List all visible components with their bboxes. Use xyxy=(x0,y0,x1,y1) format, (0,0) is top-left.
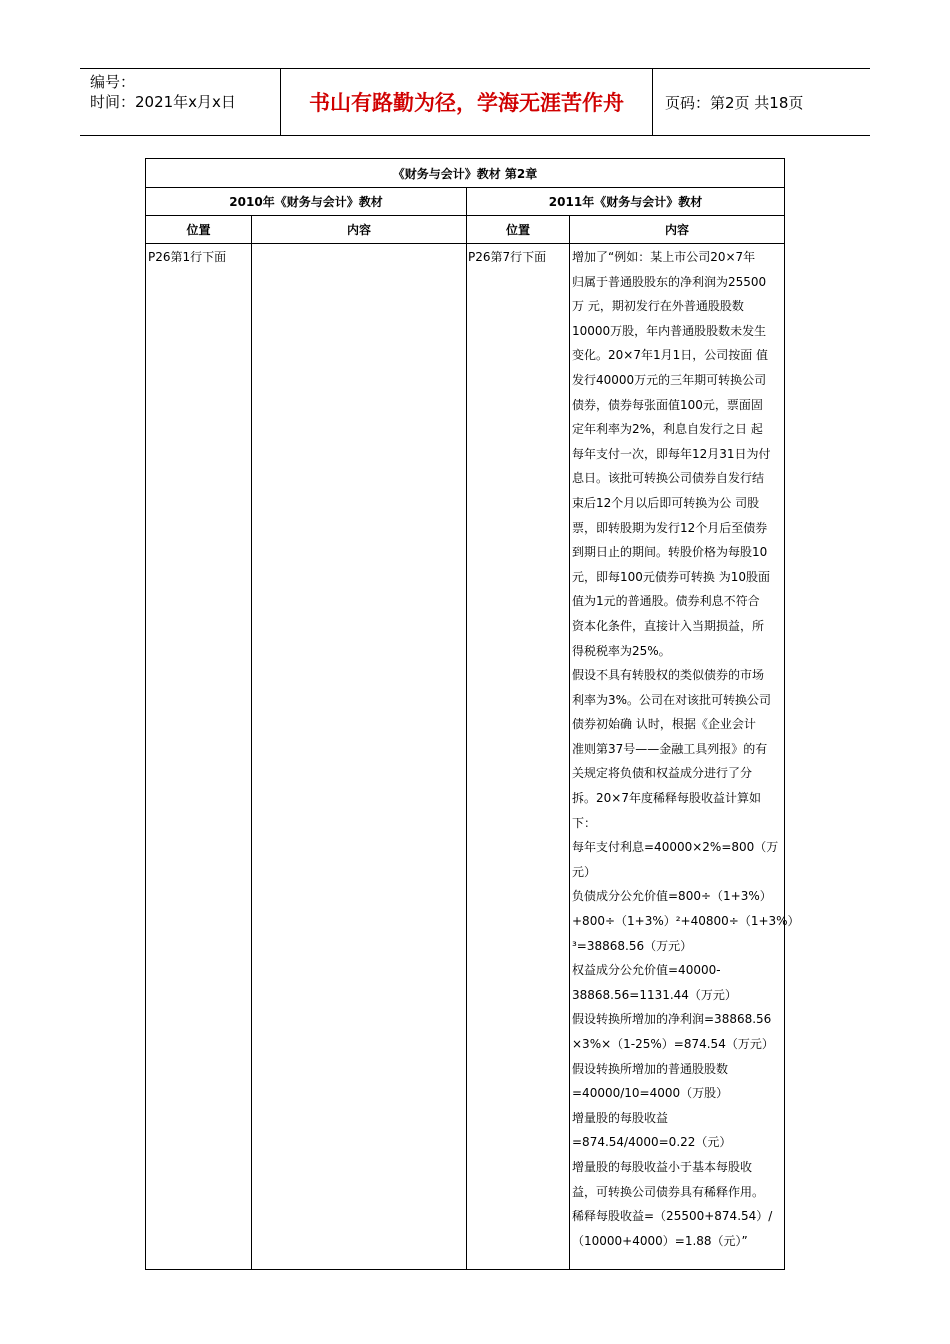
content-2011-line: 益，可转换公司债券具有稀释作用。 xyxy=(572,1184,765,1199)
table-divider-center xyxy=(466,187,467,1269)
content-2011-line: =874.54/4000=0.22（元） xyxy=(572,1135,732,1150)
content-2011-line: 债券，债券每张面值100元，票面固 xyxy=(572,397,763,412)
content-2011-line: 每年支付利息=40000×2%=800（万 xyxy=(572,840,779,855)
content-2011-line: 假设不具有转股权的类似债券的市场 xyxy=(572,668,765,683)
content-2011-line: 增加了“例如：某上市公司20×7年 xyxy=(572,250,756,264)
content-2011-line: 息日。该批可转换公司债券自发行结 xyxy=(572,471,765,486)
content-2011-line: 权益成分公允价值=40000- xyxy=(572,963,721,978)
document-number-label: 编号： xyxy=(90,73,136,91)
subheader-content-2010: 内容 xyxy=(346,223,371,237)
content-2011-line: 归属于普通股股东的净利润为25500 xyxy=(572,274,767,289)
content-2011-line: 每年支付一次，即每年12月31日为付 xyxy=(572,446,771,461)
content-2011-line: 票，即转股期为发行12个月后至债券 xyxy=(572,520,768,535)
content-2011-line: 负债成分公允价值=800÷（1+3%） xyxy=(572,889,772,904)
content-2011-line: 关规定将负债和权益成分进行了分 xyxy=(572,766,753,781)
table-title: 《财务与会计》教材 第2章 xyxy=(392,166,538,181)
table-rule xyxy=(146,243,784,244)
position-2011: P26第7行下面 xyxy=(468,250,547,264)
content-2011-line: 资本化条件，直接计入当期损益，所 xyxy=(572,618,765,633)
content-2011-line: 定年利率为2%，利息自发行之日 起 xyxy=(572,422,763,437)
column-header-2010: 2010年《财务与会计》教材 xyxy=(229,195,383,209)
content-2011-line: 元） xyxy=(572,864,597,879)
content-2011-line: 债券初始确 认时，根据《企业会计 xyxy=(572,717,756,732)
page-counter: 页码：第2页 共18页 xyxy=(665,93,804,112)
content-2011-line: 准则第37号——金融工具列报》的有 xyxy=(572,741,768,756)
content-2011-line: 10000万股，年内普通股股数未发生 xyxy=(572,323,767,338)
content-2011-line: 值为1元的普通股。债券利息不符合 xyxy=(572,594,760,609)
header-meta xyxy=(80,69,281,135)
position-2010: P26第1行下面 xyxy=(148,250,227,264)
page-header xyxy=(80,68,870,136)
column-header-2011: 2011年《财务与会计》教材 xyxy=(548,195,703,209)
table-divider-right xyxy=(569,215,570,1269)
subheader-position-2011: 位置 xyxy=(505,223,530,237)
content-2011-line: +800÷（1+3%）²+40800÷（1+3%） xyxy=(572,914,800,929)
content-2011-line: （10000+4000）=1.88（元）” xyxy=(572,1233,748,1248)
content-2011-line: 假设转换所增加的净利润=38868.56 xyxy=(572,1012,772,1027)
content-2011-line: 利率为3%。公司在对该批可转换公司 xyxy=(572,692,772,707)
content-2011-line: 得税税率为25%。 xyxy=(572,643,671,658)
content-2011-line: ×3%×（1-25%）=874.54（万元） xyxy=(572,1037,774,1051)
content-2011-line: =40000/10=4000（万股） xyxy=(572,1086,729,1101)
content-2011-line: 拆。20×7年度稀释每股收益计算如 xyxy=(572,791,761,806)
subheader-position-2010: 位置 xyxy=(186,223,211,237)
content-2011-line: 元，即每100元债券可转换 为10股面 xyxy=(572,569,770,584)
content-2011-line: 到期日止的期间。转股价格为每股10 xyxy=(572,545,768,560)
document-date: 时间：2021年x月x日 xyxy=(90,93,236,111)
content-2011 xyxy=(572,245,800,1253)
content-2011-line: 发行40000万元的三年期可转换公司 xyxy=(572,372,767,387)
content-2011-line: 下： xyxy=(572,815,597,830)
content-2011-line: 38868.56=1131.44（万元） xyxy=(572,987,737,1002)
content-2011-line: 稀释每股收益=（25500+874.54）/ xyxy=(572,1209,773,1224)
comparison-table xyxy=(145,158,800,1270)
header-motto: 书山有路勤为径，学海无涯苦作舟 xyxy=(281,69,653,135)
content-2011-line: 增量股的每股收益 xyxy=(572,1110,669,1125)
content-2011-line: 增量股的每股收益小于基本每股收 xyxy=(572,1159,753,1174)
content-2011-line: 万 元，期初发行在外普通股股数 xyxy=(572,299,744,314)
subheader-content-2011: 内容 xyxy=(664,223,689,237)
content-2011-line: 变化。20×7年1月1日，公司按面 值 xyxy=(572,348,769,363)
content-2011-line: ³=38868.56（万元） xyxy=(572,938,693,953)
content-2011-line: 假设转换所增加的普通股股数 xyxy=(572,1061,729,1076)
table-divider-left xyxy=(251,215,252,1269)
content-2011-line: 束后12个月以后即可转换为公 司股 xyxy=(572,495,760,510)
